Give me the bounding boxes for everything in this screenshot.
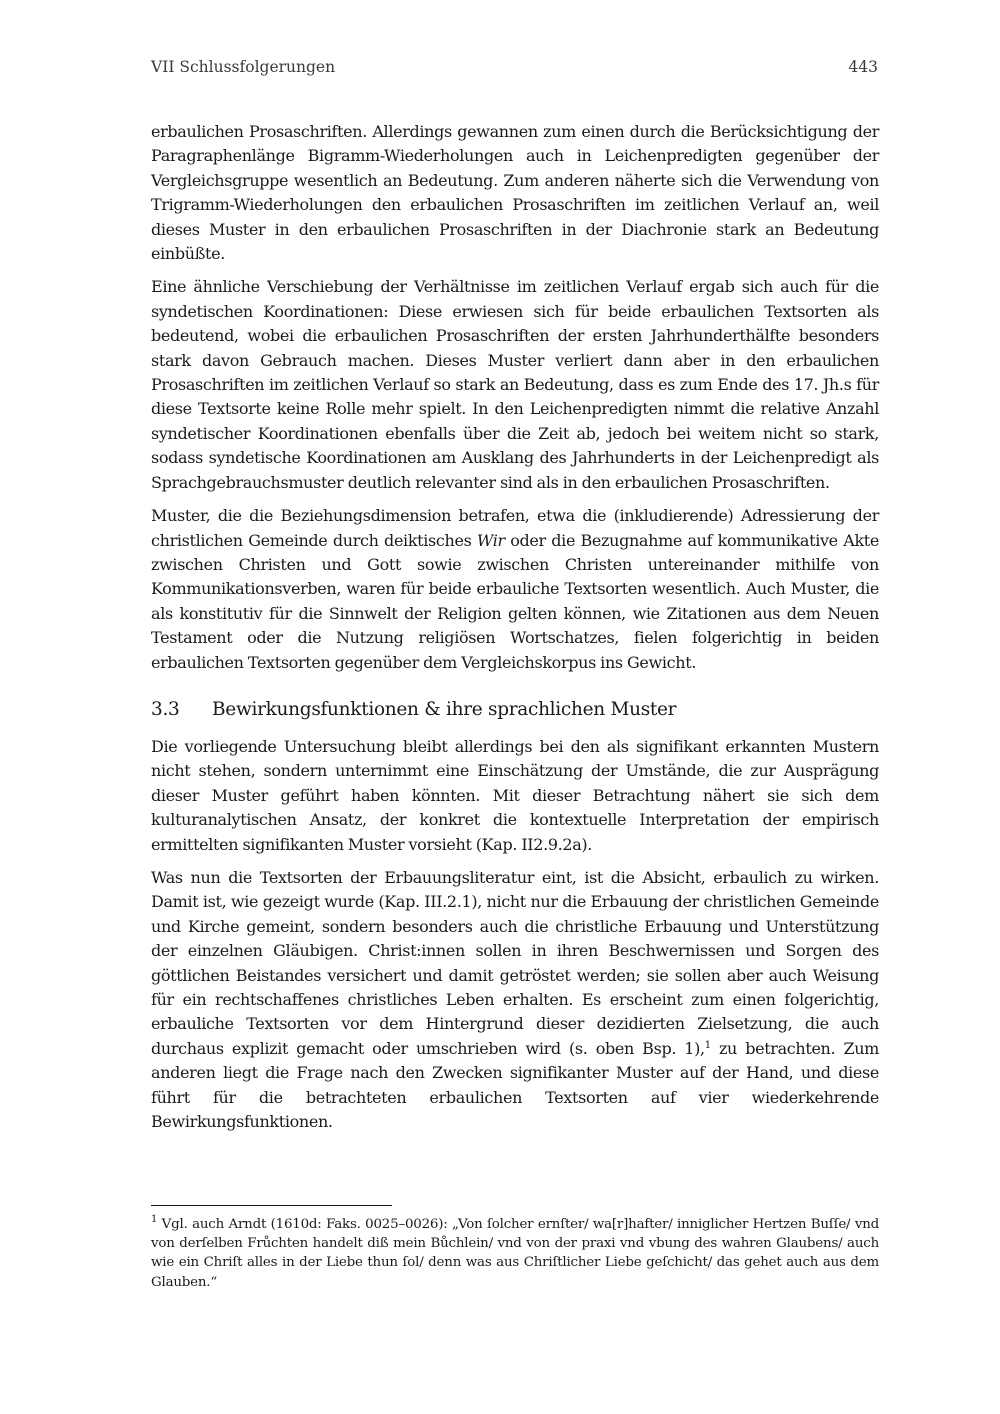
section-heading [151, 697, 879, 723]
paragraph: Die vorliegende Untersuchung bleibt allerdings bei den als signifikant erkannten Mustern nicht stehen, sondern unternimmt eine Einschätzung der Umstände, die zur Ausprägung dieser Muster geführt haben könnten. Mit dieser Betrachtung nähert sie sich dem kulturanalytischen Ansatz, der konkret die kontextuelle Interpretation der empirisch ermittelten signifikanten Muster vorsieht (Kap. II2.9.2a). [151, 736, 879, 854]
footnote-separator [151, 1205, 392, 1206]
section-title: Bewirkungsfunktionen & ihre sprachlichen Muster [212, 698, 677, 720]
paragraph-text: Was nun die Textsorten der Erbauungsliteratur eint, ist die Absicht, erbaulich zu wirken. Damit ist, wie gezeigt wurde (Kap. III.2.1), nicht nur die Erbauung der christlichen Gemeinde und Kirche gemeint, sondern besonders auch die christliche Erbauung und Unterstützung der einzelnen Gläubigen. Christ:innen sollen in ihren Beschwernissen und Sorgen des göttlichen Beistandes versichert und damit getröstet werden; sie sollen aber auch Weisung für ein rechtschaffenes christliches Leben erhalten. Es erscheint zum einen folgerichtig, erbauliche Textsorten vor dem Hintergrund dieser dezidierten Zielsetzung, die auch durchaus explizit gemacht oder umschrieben wird (s. oben Bsp. 1), [151, 867, 879, 1058]
page-number: 443 [848, 58, 878, 76]
paragraph-text: oder die Bezugnahme auf kommunikative Akte zwischen Christen und Gott sowie zwischen Christen untereinander mithilfe von Kommunikationsverben, waren für beide erbauliche Textsorten wesentlich. Auch Muster, die als konstitutiv für die Sinnwelt der Religion gelten können, wie Zitationen aus dem Neuen Testament oder die Nutzung religiösen Wortschatzes, fielen folgerichtig in beiden erbaulichen Textsorten gegenüber dem Vergleichskorpus ins Gewicht. [151, 530, 879, 672]
paragraph-text: Muster, die die Beziehungsdimension betrafen, etwa die (inkludierende) Adressierung der christlichen Gemeinde durch deiktisches [151, 506, 879, 550]
emphasized-word: Wir [476, 530, 505, 550]
footnotes [151, 1215, 879, 1292]
footnote-reference[interactable]: 1 [704, 1039, 711, 1051]
footnote-marker: 1 [151, 1214, 158, 1225]
paragraph [151, 504, 879, 675]
paragraph-text: zu betrachten. Zum anderen liegt die Frage nach den Zwecken signifikanter Muster auf der Hand, und diese führt für die betrachteten erbaulichen Textsorten auf vier wiederkehrende Bewirkungsfunktionen. [151, 1038, 879, 1132]
paragraph: Eine ähnliche Verschiebung der Verhältnisse im zeitlichen Verlauf ergab sich auch für die syndetischen Koordinationen: Diese erwiesen sich für beide erbaulichen Textsorten als bedeutend, wobei die erbaulichen Prosaschriften der ersten Jahrhunderthälfte besonders stark davon Gebrauch machen. Dieses Muster verliert dann aber in den erbaulichen Prosaschriften im zeitlichen Verlauf so stark an Bedeutung, dass es zum Ende des 17. Jh.s für diese Textsorte keine Rolle mehr spielt. In den Leichenpredigten nimmt die relative Anzahl syndetischer Koordinationen ebenfalls über die Zeit ab, jedoch bei weitem nicht so stark, sodass syndetische Koordinationen am Ausklang des Jahrhunderts in der Leichenpredigt als Sprachgebrauchsmuster deutlich relevanter sind als in den erbaulichen Prosaschriften. [151, 277, 879, 492]
main-text [151, 120, 879, 1143]
running-header [151, 58, 878, 82]
footnote-text: Vgl. auch Arndt (1610d: Faks. 0025–0026): „Von ſolcher ernſter/ wa[r]hafter/ inniglicher Hertzen Buſſe/ vnd von derſelben Frůchten handelt diß mein Bůchlein/ vnd von der praxi vnd vbung des wahren Glaubens/ auch wie ein Chriſt alles in der Liebe thun ſol/ denn was aus Chriſtlicher Liebe geſchicht/ das gehet auch aus dem Glauben.“ [151, 1217, 879, 1290]
chapter-title: VII Schlussfolgerungen [151, 58, 336, 76]
paragraph: erbaulichen Prosaschriften. Allerdings gewannen zum einen durch die Berücksichtigung der Paragraphenlänge Bigramm-Wiederholungen auch in Leichenpredigten gegenüber der Vergleichsgruppe wesentlich an Bedeutung. Zum anderen näherte sich die Verwendung von Trigramm-Wiederholungen den erbaulichen Prosaschriften im zeitlichen Verlauf an, weil dieses Muster in den erbaulichen Prosaschriften in der Diachronie stark an Bedeutung einbüßte. [151, 122, 879, 264]
section-number: 3.3 [151, 698, 180, 720]
footnote [151, 1215, 879, 1292]
paragraph [151, 866, 879, 1134]
